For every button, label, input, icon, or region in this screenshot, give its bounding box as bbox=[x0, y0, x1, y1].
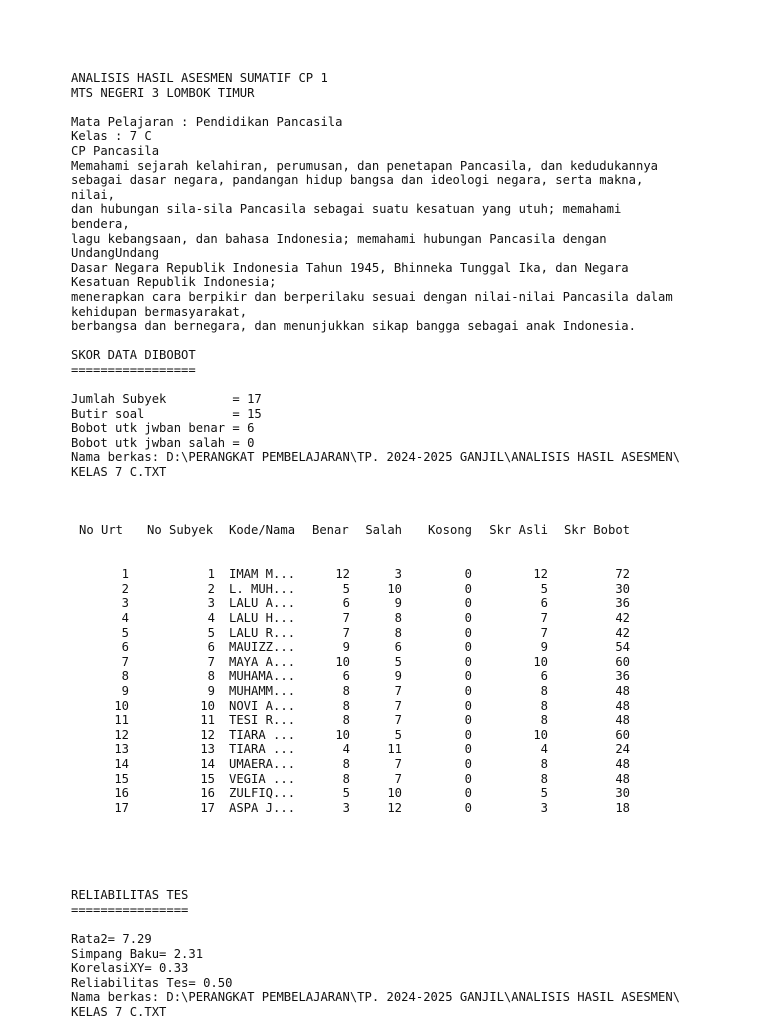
cell-kode-nama: ASPA J... bbox=[229, 800, 296, 815]
cell-skr-bobot: 48 bbox=[615, 771, 630, 786]
cp-line: kehidupan bermasyarakat, bbox=[71, 304, 248, 319]
document-page bbox=[71, 71, 731, 1020]
cell-skr-asli: 8 bbox=[540, 756, 548, 771]
table-row bbox=[71, 640, 731, 655]
cell-no-subyek: 8 bbox=[207, 669, 215, 684]
cell-skr-bobot: 48 bbox=[615, 756, 630, 771]
skor-heading: SKOR DATA DIBOBOT bbox=[71, 348, 196, 363]
cell-no-subyek: 15 bbox=[200, 771, 215, 786]
file-path-cont: KELAS 7 C.TXT bbox=[71, 1005, 167, 1019]
cell-benar: 5 bbox=[342, 786, 350, 801]
cell-kode-nama: TIARA ... bbox=[229, 727, 296, 742]
cell-no-urt: 13 bbox=[114, 742, 129, 757]
cell-no-urt: 11 bbox=[114, 713, 129, 728]
cell-salah: 10 bbox=[387, 786, 402, 801]
cell-kode-nama: TIARA ... bbox=[229, 742, 296, 757]
cell-no-subyek: 14 bbox=[200, 756, 215, 771]
cp-line: nilai, bbox=[71, 187, 116, 202]
reliabilitas-underline: ================ bbox=[71, 902, 189, 917]
cell-skr-asli: 10 bbox=[533, 654, 548, 669]
cell-kosong: 0 bbox=[464, 771, 472, 786]
cell-benar: 4 bbox=[342, 742, 350, 757]
cell-kosong: 0 bbox=[464, 727, 472, 742]
cp-line: sebagai dasar negara, pandangan hidup bangsa dan ideologi negara, serta makna, bbox=[71, 173, 644, 188]
cell-kode-nama: MAUIZZ... bbox=[229, 640, 296, 655]
cell-kosong: 0 bbox=[464, 581, 472, 596]
cell-salah: 7 bbox=[394, 756, 402, 771]
table-row bbox=[71, 669, 731, 684]
cell-no-subyek: 3 bbox=[207, 596, 215, 611]
reliabilitas-stat: Rata2= 7.29 bbox=[71, 932, 152, 947]
cell-skr-bobot: 48 bbox=[615, 713, 630, 728]
cell-benar: 9 bbox=[342, 640, 350, 655]
file-path: Nama berkas: D:\PERANGKAT PEMBELAJARAN\TP. 2024-2025 GANJIL\ANALISIS HASIL ASESMEN\ bbox=[71, 990, 681, 1005]
cell-kode-nama: IMAM M... bbox=[229, 567, 296, 582]
skor-stat: Butir soal = 15 bbox=[71, 406, 262, 421]
cell-no-subyek: 17 bbox=[200, 800, 215, 815]
cell-kosong: 0 bbox=[464, 596, 472, 611]
cell-benar: 8 bbox=[342, 771, 350, 786]
reliabilitas-stat: Simpang Baku= 2.31 bbox=[71, 946, 204, 961]
cp-line: lagu kebangsaan, dan bahasa Indonesia; memahami hubungan Pancasila dengan bbox=[71, 231, 607, 246]
cell-skr-bobot: 48 bbox=[615, 698, 630, 713]
cell-skr-asli: 12 bbox=[533, 567, 548, 582]
spacer bbox=[71, 377, 731, 392]
cell-benar: 7 bbox=[342, 610, 350, 625]
table-row bbox=[71, 582, 731, 597]
cell-no-urt: 2 bbox=[121, 581, 129, 596]
cell-skr-bobot: 36 bbox=[615, 596, 630, 611]
cell-kode-nama: ZULFIQ... bbox=[229, 786, 296, 801]
cell-benar: 8 bbox=[342, 683, 350, 698]
cell-no-urt: 3 bbox=[121, 596, 129, 611]
cell-no-urt: 7 bbox=[121, 654, 129, 669]
cell-skr-asli: 8 bbox=[540, 683, 548, 698]
cell-benar: 8 bbox=[342, 756, 350, 771]
table-row bbox=[71, 713, 731, 728]
cell-benar: 12 bbox=[335, 567, 350, 582]
cell-kode-nama: UMAERA... bbox=[229, 756, 296, 771]
spacer bbox=[71, 859, 731, 874]
cell-no-urt: 10 bbox=[114, 698, 129, 713]
reliabilitas-stat: KorelasiXY= 0.33 bbox=[71, 961, 189, 976]
cell-no-urt: 9 bbox=[121, 683, 129, 698]
col-header-kosong: Kosong bbox=[427, 523, 472, 538]
cell-no-subyek: 13 bbox=[200, 742, 215, 757]
col-header-no-urt: No Urt bbox=[79, 523, 124, 538]
cell-no-urt: 17 bbox=[114, 800, 129, 815]
cell-salah: 10 bbox=[387, 581, 402, 596]
cp-description bbox=[71, 159, 731, 334]
cell-salah: 7 bbox=[394, 771, 402, 786]
cell-kosong: 0 bbox=[464, 786, 472, 801]
cell-kosong: 0 bbox=[464, 800, 472, 815]
table-row bbox=[71, 786, 731, 801]
cell-benar: 10 bbox=[335, 654, 350, 669]
table-row bbox=[71, 772, 731, 787]
table-row bbox=[71, 684, 731, 699]
table-row bbox=[71, 728, 731, 743]
cell-no-urt: 5 bbox=[121, 625, 129, 640]
spacer bbox=[71, 480, 731, 495]
cp-title: CP Pancasila bbox=[71, 143, 160, 158]
table-body bbox=[71, 567, 731, 815]
cell-skr-asli: 7 bbox=[540, 610, 548, 625]
cell-skr-bobot: 72 bbox=[615, 567, 630, 582]
cell-kosong: 0 bbox=[464, 742, 472, 757]
cell-salah: 9 bbox=[394, 669, 402, 684]
col-header-kode-nama: Kode/Nama bbox=[229, 523, 296, 538]
cell-skr-asli: 4 bbox=[540, 742, 548, 757]
col-header-skr-asli: Skr Asli bbox=[489, 523, 548, 538]
table-row bbox=[71, 757, 731, 772]
cell-skr-asli: 8 bbox=[540, 698, 548, 713]
cell-no-subyek: 10 bbox=[200, 698, 215, 713]
cell-no-urt: 16 bbox=[114, 786, 129, 801]
skor-stat: Bobot utk jwban salah = 0 bbox=[71, 435, 255, 450]
table-row bbox=[71, 699, 731, 714]
spacer bbox=[71, 874, 731, 889]
cp-line: bendera, bbox=[71, 216, 130, 231]
cell-benar: 7 bbox=[342, 625, 350, 640]
cell-skr-asli: 3 bbox=[540, 800, 548, 815]
spacer bbox=[71, 844, 731, 859]
cell-kosong: 0 bbox=[464, 713, 472, 728]
cell-no-subyek: 7 bbox=[207, 654, 215, 669]
cell-skr-asli: 8 bbox=[540, 771, 548, 786]
cell-kosong: 0 bbox=[464, 640, 472, 655]
cell-salah: 7 bbox=[394, 683, 402, 698]
cell-kosong: 0 bbox=[464, 567, 472, 582]
cp-line: berbangsa dan bernegara, dan menunjukkan sikap bangga sebagai anak Indonesia. bbox=[71, 319, 636, 334]
cell-salah: 11 bbox=[387, 742, 402, 757]
cell-kosong: 0 bbox=[464, 610, 472, 625]
table-row bbox=[71, 655, 731, 670]
school-name: MTS NEGERI 3 LOMBOK TIMUR bbox=[71, 85, 255, 100]
cell-skr-asli: 8 bbox=[540, 713, 548, 728]
cell-no-urt: 4 bbox=[121, 610, 129, 625]
table-row bbox=[71, 567, 731, 582]
cell-skr-bobot: 24 bbox=[615, 742, 630, 757]
cell-no-urt: 14 bbox=[114, 756, 129, 771]
cell-salah: 5 bbox=[394, 654, 402, 669]
cell-benar: 6 bbox=[342, 669, 350, 684]
cell-skr-asli: 9 bbox=[540, 640, 548, 655]
cell-kode-nama: LALU A... bbox=[229, 596, 296, 611]
class-line: Kelas : 7 C bbox=[71, 129, 152, 144]
cp-line: menerapkan cara berpikir dan berperilaku sesuai dengan nilai-nilai Pancasila dalam bbox=[71, 289, 673, 304]
cell-kosong: 0 bbox=[464, 654, 472, 669]
cell-kosong: 0 bbox=[464, 683, 472, 698]
cell-kode-nama: MUHAMM... bbox=[229, 683, 296, 698]
cell-kosong: 0 bbox=[464, 625, 472, 640]
cell-no-urt: 6 bbox=[121, 640, 129, 655]
cp-line: Dasar Negara Republik Indonesia Tahun 1945, Bhinneka Tunggal Ika, dan Negara bbox=[71, 260, 629, 275]
cell-skr-bobot: 42 bbox=[615, 610, 630, 625]
cell-skr-asli: 5 bbox=[540, 581, 548, 596]
cell-salah: 7 bbox=[394, 713, 402, 728]
cell-kosong: 0 bbox=[464, 698, 472, 713]
spacer bbox=[71, 334, 731, 349]
cp-line: UndangUndang bbox=[71, 246, 160, 261]
spacer bbox=[71, 917, 731, 932]
cell-kode-nama: MAYA A... bbox=[229, 654, 296, 669]
cell-salah: 9 bbox=[394, 596, 402, 611]
document-title: ANALISIS HASIL ASESMEN SUMATIF CP 1 bbox=[71, 71, 328, 85]
cell-kode-nama: LALU R... bbox=[229, 625, 296, 640]
cell-no-subyek: 5 bbox=[207, 625, 215, 640]
cell-skr-bobot: 60 bbox=[615, 654, 630, 669]
cell-salah: 8 bbox=[394, 625, 402, 640]
cp-line: Memahami sejarah kelahiran, perumusan, dan penetapan Pancasila, dan kedudukannya bbox=[71, 158, 658, 173]
cell-benar: 5 bbox=[342, 581, 350, 596]
cell-no-subyek: 16 bbox=[200, 786, 215, 801]
cell-no-urt: 12 bbox=[114, 727, 129, 742]
cell-salah: 5 bbox=[394, 727, 402, 742]
file-path: Nama berkas: D:\PERANGKAT PEMBELAJARAN\TP. 2024-2025 GANJIL\ANALISIS HASIL ASESMEN\ bbox=[71, 450, 681, 465]
cell-skr-asli: 7 bbox=[540, 625, 548, 640]
cell-kode-nama: TESI R... bbox=[229, 713, 296, 728]
cell-kosong: 0 bbox=[464, 756, 472, 771]
cp-line: Kesatuan Republik Indonesia; bbox=[71, 275, 277, 290]
skor-stat: Jumlah Subyek = 17 bbox=[71, 392, 262, 407]
col-header-benar: Benar bbox=[312, 523, 349, 538]
reliabilitas-heading: RELIABILITAS TES bbox=[71, 888, 189, 903]
cell-kode-nama: LALU H... bbox=[229, 610, 296, 625]
cell-skr-asli: 6 bbox=[540, 596, 548, 611]
cell-kode-nama: L. MUH... bbox=[229, 581, 296, 596]
cell-salah: 7 bbox=[394, 698, 402, 713]
cp-line: dan hubungan sila-sila Pancasila sebagai suatu kesatuan yang utuh; memahami bbox=[71, 202, 622, 217]
cell-salah: 6 bbox=[394, 640, 402, 655]
cell-no-subyek: 9 bbox=[207, 683, 215, 698]
cell-kosong: 0 bbox=[464, 669, 472, 684]
cell-skr-bobot: 36 bbox=[615, 669, 630, 684]
table-row bbox=[71, 596, 731, 611]
cell-benar: 8 bbox=[342, 698, 350, 713]
cell-skr-asli: 6 bbox=[540, 669, 548, 684]
cell-no-subyek: 11 bbox=[200, 713, 215, 728]
table-row bbox=[71, 742, 731, 757]
cell-skr-bobot: 30 bbox=[615, 786, 630, 801]
table-row bbox=[71, 626, 731, 641]
cell-benar: 6 bbox=[342, 596, 350, 611]
cell-skr-bobot: 60 bbox=[615, 727, 630, 742]
cell-skr-asli: 5 bbox=[540, 786, 548, 801]
skor-stat: Bobot utk jwban benar = 6 bbox=[71, 421, 255, 436]
cell-no-urt: 8 bbox=[121, 669, 129, 684]
cell-benar: 10 bbox=[335, 727, 350, 742]
cell-skr-bobot: 42 bbox=[615, 625, 630, 640]
file-path-cont: KELAS 7 C.TXT bbox=[71, 465, 167, 480]
col-header-salah: Salah bbox=[365, 523, 402, 538]
cell-kode-nama: MUHAMA... bbox=[229, 669, 296, 684]
cell-no-subyek: 12 bbox=[200, 727, 215, 742]
table-header bbox=[71, 523, 731, 538]
cell-no-subyek: 2 bbox=[207, 581, 215, 596]
cell-skr-bobot: 54 bbox=[615, 640, 630, 655]
reliabilitas-stat: Reliabilitas Tes= 0.50 bbox=[71, 975, 233, 990]
cell-salah: 3 bbox=[394, 567, 402, 582]
cell-skr-asli: 10 bbox=[533, 727, 548, 742]
subject-line: Mata Pelajaran : Pendidikan Pancasila bbox=[71, 114, 343, 129]
col-header-skr-bobot: Skr Bobot bbox=[563, 523, 630, 538]
cell-kode-nama: VEGIA ... bbox=[229, 771, 296, 786]
cell-salah: 12 bbox=[387, 800, 402, 815]
score-table bbox=[71, 494, 731, 844]
cell-no-urt: 15 bbox=[114, 771, 129, 786]
cell-no-subyek: 4 bbox=[207, 610, 215, 625]
cell-benar: 8 bbox=[342, 713, 350, 728]
cell-skr-bobot: 18 bbox=[615, 800, 630, 815]
cell-benar: 3 bbox=[342, 800, 350, 815]
cell-salah: 8 bbox=[394, 610, 402, 625]
cell-no-subyek: 1 bbox=[207, 567, 215, 582]
cell-no-subyek: 6 bbox=[207, 640, 215, 655]
table-row bbox=[71, 611, 731, 626]
spacer bbox=[71, 100, 731, 115]
table-row bbox=[71, 801, 731, 816]
skor-underline: ================= bbox=[71, 362, 196, 377]
cell-skr-bobot: 30 bbox=[615, 581, 630, 596]
cell-kode-nama: NOVI A... bbox=[229, 698, 296, 713]
cell-skr-bobot: 48 bbox=[615, 683, 630, 698]
cell-no-urt: 1 bbox=[121, 567, 129, 582]
col-header-no-subyek: No Subyek bbox=[147, 523, 214, 538]
